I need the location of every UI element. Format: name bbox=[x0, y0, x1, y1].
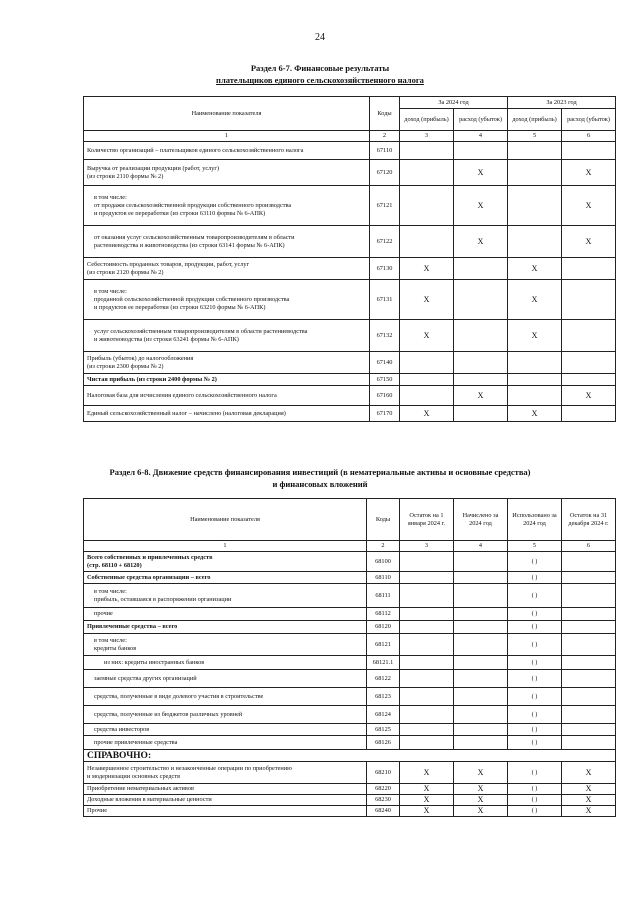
row-label bbox=[84, 258, 370, 280]
header-expense-2024: расход (убыток) bbox=[454, 109, 508, 131]
row-label-line: и продуктов ее переработки (из строки 63110 формы № 6-АПК) bbox=[94, 209, 266, 217]
table-row bbox=[84, 258, 616, 280]
cell-used bbox=[508, 584, 562, 608]
cell bbox=[400, 552, 454, 572]
cell bbox=[400, 736, 454, 750]
col-number: 5 bbox=[508, 131, 562, 142]
cell: X bbox=[454, 784, 508, 795]
cell bbox=[400, 706, 454, 724]
row-code: 67131 bbox=[370, 280, 400, 320]
header-name: Наименование показателя bbox=[84, 97, 370, 131]
table-row bbox=[84, 795, 616, 806]
row-label-line: (из строки 2300 формы № 2) bbox=[87, 362, 164, 370]
cell bbox=[562, 572, 616, 584]
paren-placeholder: ( ) bbox=[531, 710, 538, 718]
cell bbox=[562, 258, 616, 280]
cell bbox=[508, 374, 562, 386]
cell bbox=[562, 670, 616, 688]
cell bbox=[400, 572, 454, 584]
cell-used bbox=[508, 688, 562, 706]
row-code: 67132 bbox=[370, 320, 400, 352]
cell bbox=[454, 706, 508, 724]
row-label-line: и модернизации основных средств bbox=[87, 772, 181, 780]
cell-used bbox=[508, 634, 562, 656]
paren-placeholder: ( ) bbox=[531, 738, 538, 746]
table-row bbox=[84, 386, 616, 406]
row-code: 68122 bbox=[367, 670, 400, 688]
row-label-line: в том числе: bbox=[94, 193, 127, 201]
cell: X bbox=[508, 258, 562, 280]
cell bbox=[562, 320, 616, 352]
cell-used bbox=[508, 670, 562, 688]
row-code: 68120 bbox=[367, 621, 400, 634]
cell-used bbox=[508, 656, 562, 670]
header-2024: За 2024 год bbox=[400, 97, 508, 109]
paren-placeholder: ( ) bbox=[531, 623, 538, 630]
col-number: 3 bbox=[400, 541, 454, 552]
cell: X bbox=[562, 762, 616, 784]
row-label bbox=[84, 226, 370, 258]
table-row bbox=[84, 670, 616, 688]
cell: X bbox=[454, 186, 508, 226]
row-label bbox=[84, 584, 367, 608]
paren-placeholder: ( ) bbox=[531, 692, 538, 700]
cell: X bbox=[508, 320, 562, 352]
row-code: 68100 bbox=[367, 552, 400, 572]
row-label: заемные средства других организаций bbox=[84, 670, 367, 688]
cell: X bbox=[400, 795, 454, 806]
header-balance-end: Остаток на 31 декабря 2024 г. bbox=[562, 499, 616, 541]
cell-used bbox=[508, 608, 562, 621]
cell bbox=[454, 736, 508, 750]
cell bbox=[562, 724, 616, 736]
cell bbox=[400, 584, 454, 608]
table-row bbox=[84, 280, 616, 320]
row-code: 67170 bbox=[370, 406, 400, 422]
header-expense-2023: расход (убыток) bbox=[562, 109, 616, 131]
investment-financing-table bbox=[83, 498, 616, 817]
table-row bbox=[84, 226, 616, 258]
cell bbox=[508, 186, 562, 226]
cell bbox=[454, 320, 508, 352]
row-code: 68126 bbox=[367, 736, 400, 750]
row-code: 68123 bbox=[367, 688, 400, 706]
row-label: из них: кредиты иностранных банков bbox=[84, 656, 367, 670]
cell bbox=[562, 352, 616, 374]
cell bbox=[400, 352, 454, 374]
cell-used bbox=[508, 795, 562, 806]
cell bbox=[454, 406, 508, 422]
cell bbox=[400, 670, 454, 688]
col-number: 6 bbox=[562, 541, 616, 552]
col-number: 4 bbox=[454, 541, 508, 552]
header-codes: Коды bbox=[370, 97, 400, 131]
cell: X bbox=[508, 406, 562, 422]
row-label: средства, полученные из бюджетов различных уровней bbox=[84, 706, 367, 724]
cell-used bbox=[508, 784, 562, 795]
cell bbox=[400, 724, 454, 736]
cell bbox=[562, 584, 616, 608]
cell-used bbox=[508, 552, 562, 572]
row-label-line: и животноводства (из строки 63241 формы № 6-АПК) bbox=[94, 335, 239, 343]
cell: X bbox=[508, 280, 562, 320]
cell bbox=[562, 634, 616, 656]
cell: X bbox=[454, 386, 508, 406]
cell bbox=[400, 621, 454, 634]
row-label-line: проданной сельскохозяйственной продукции собственного производства bbox=[94, 295, 290, 303]
cell bbox=[400, 634, 454, 656]
cell bbox=[400, 142, 454, 160]
paren-placeholder: ( ) bbox=[531, 674, 538, 682]
cell: X bbox=[562, 795, 616, 806]
cell bbox=[508, 386, 562, 406]
paren-placeholder: ( ) bbox=[531, 785, 538, 792]
row-label: средства, полученные в виде долевого участия в строительстве bbox=[84, 688, 367, 706]
row-code: 68124 bbox=[367, 706, 400, 724]
cell bbox=[400, 186, 454, 226]
row-code: 67122 bbox=[370, 226, 400, 258]
cell bbox=[562, 406, 616, 422]
paren-placeholder: ( ) bbox=[531, 725, 538, 733]
cell: X bbox=[454, 806, 508, 817]
row-label bbox=[84, 320, 370, 352]
row-label-line: Незавершенное строительство и незаконченные операции по приобретению bbox=[87, 764, 292, 772]
row-label: Единый сельскохозяйственный налог – начислено (налоговая декларация) bbox=[84, 406, 370, 422]
row-code: 68121 bbox=[367, 634, 400, 656]
row-label-line: (из строки 2120 формы № 2) bbox=[87, 268, 164, 276]
cell-used bbox=[508, 621, 562, 634]
row-label-line: в том числе: bbox=[94, 587, 127, 595]
row-code: 68111 bbox=[367, 584, 400, 608]
table-row bbox=[84, 352, 616, 374]
table-row bbox=[84, 142, 616, 160]
row-label: прочие привлеченные средства bbox=[84, 736, 367, 750]
cell bbox=[454, 258, 508, 280]
cell bbox=[508, 352, 562, 374]
table-row bbox=[84, 724, 616, 736]
table-row bbox=[84, 572, 616, 584]
row-label: Приобретение нематериальных активов bbox=[84, 784, 367, 795]
cell: X bbox=[562, 386, 616, 406]
cell bbox=[454, 724, 508, 736]
cell-used bbox=[508, 762, 562, 784]
cell: X bbox=[454, 226, 508, 258]
cell bbox=[400, 386, 454, 406]
cell bbox=[562, 552, 616, 572]
row-code: 68112 bbox=[367, 608, 400, 621]
col-number: 2 bbox=[370, 131, 400, 142]
cell: X bbox=[454, 160, 508, 186]
cell bbox=[454, 142, 508, 160]
col-number: 1 bbox=[84, 131, 370, 142]
header-income-2023: доход (прибыль) bbox=[508, 109, 562, 131]
table-row bbox=[84, 656, 616, 670]
cell bbox=[400, 656, 454, 670]
cell bbox=[562, 280, 616, 320]
financial-results-table bbox=[83, 96, 616, 422]
row-label-line: Выручка от реализации продукции (работ, услуг) bbox=[87, 164, 220, 172]
reference-label: СПРАВОЧНО: bbox=[84, 750, 616, 762]
row-label bbox=[84, 552, 367, 572]
row-label-line: кредиты банков bbox=[94, 644, 137, 652]
cell: X bbox=[562, 226, 616, 258]
cell bbox=[454, 572, 508, 584]
row-label: средства инвесторов bbox=[84, 724, 367, 736]
col-number: 3 bbox=[400, 131, 454, 142]
row-label-line: Прибыль (убыток) до налогообложения bbox=[87, 354, 194, 362]
cell: X bbox=[562, 186, 616, 226]
header-codes: Коды bbox=[367, 499, 400, 541]
cell: X bbox=[400, 258, 454, 280]
header-income-2024: доход (прибыль) bbox=[400, 109, 454, 131]
table-row bbox=[84, 584, 616, 608]
table-row bbox=[84, 784, 616, 795]
cell: X bbox=[400, 806, 454, 817]
row-label-line: прибыль, оставшаяся в распоряжении организации bbox=[94, 595, 232, 603]
cell bbox=[454, 670, 508, 688]
cell bbox=[400, 608, 454, 621]
paren-placeholder: ( ) bbox=[531, 807, 538, 814]
row-code: 67121 bbox=[370, 186, 400, 226]
cell: X bbox=[454, 795, 508, 806]
row-label-line: в том числе: bbox=[94, 287, 127, 295]
cell bbox=[400, 160, 454, 186]
cell bbox=[562, 608, 616, 621]
row-label: Собственные средства организации – всего bbox=[84, 572, 367, 584]
section-6-7-title-line1: Раздел 6-7. Финансовые результаты bbox=[250, 63, 390, 73]
cell bbox=[562, 688, 616, 706]
cell bbox=[454, 608, 508, 621]
cell-used bbox=[508, 724, 562, 736]
paren-placeholder: ( ) bbox=[531, 573, 538, 581]
row-label: Чистая прибыль (из строки 2400 формы № 2) bbox=[84, 374, 370, 386]
section-6-7-title bbox=[0, 62, 640, 86]
table-row bbox=[84, 706, 616, 724]
row-label: Привлеченные средства – всего bbox=[84, 621, 367, 634]
cell bbox=[562, 656, 616, 670]
table-row bbox=[84, 634, 616, 656]
row-label-line: растениеводства и животноводства (из строки 63141 формы № 6-АПК) bbox=[94, 241, 285, 249]
row-code: 67130 bbox=[370, 258, 400, 280]
row-label: Налоговая база для исчисления единого сельскохозяйственного налога bbox=[84, 386, 370, 406]
cell bbox=[508, 226, 562, 258]
row-label-line: и продуктов ее переработки (из строки 63210 формы № 6-АПК) bbox=[94, 303, 266, 311]
row-code: 68125 bbox=[367, 724, 400, 736]
row-label bbox=[84, 634, 367, 656]
cell bbox=[562, 621, 616, 634]
cell: X bbox=[400, 320, 454, 352]
col-number: 2 bbox=[367, 541, 400, 552]
section-6-8-title-line2: и финансовых вложений bbox=[272, 479, 368, 489]
row-label bbox=[84, 762, 367, 784]
cell bbox=[562, 706, 616, 724]
table-row bbox=[84, 806, 616, 817]
cell bbox=[454, 621, 508, 634]
section-6-7-title-line2: плательщиков единого сельскохозяйственного налога bbox=[216, 75, 424, 85]
header-accrued: Начислено за 2024 год bbox=[454, 499, 508, 541]
cell: X bbox=[562, 806, 616, 817]
row-code: 67110 bbox=[370, 142, 400, 160]
cell bbox=[454, 280, 508, 320]
row-label bbox=[84, 160, 370, 186]
cell bbox=[454, 656, 508, 670]
section-6-8-title-line1: Раздел 6-8. Движение средств финансирования инвестиций (в нематериальные активы и основные средства) bbox=[109, 467, 531, 477]
cell bbox=[454, 552, 508, 572]
row-code: 67160 bbox=[370, 386, 400, 406]
table-row bbox=[84, 552, 616, 572]
cell: X bbox=[400, 280, 454, 320]
row-label: Доходные вложения в материальные ценности bbox=[84, 795, 367, 806]
cell bbox=[454, 634, 508, 656]
cell bbox=[454, 352, 508, 374]
cell bbox=[400, 226, 454, 258]
row-label: прочие bbox=[84, 608, 367, 621]
cell: X bbox=[400, 762, 454, 784]
table-row bbox=[84, 160, 616, 186]
section-6-8-title bbox=[0, 466, 640, 490]
row-code: 68230 bbox=[367, 795, 400, 806]
paren-placeholder: ( ) bbox=[531, 796, 538, 803]
table-row bbox=[84, 688, 616, 706]
cell bbox=[454, 688, 508, 706]
cell: X bbox=[562, 784, 616, 795]
row-label-line: от продажи сельскохозяйственной продукции собственного производства bbox=[94, 201, 292, 209]
table-row bbox=[84, 406, 616, 422]
row-label bbox=[84, 280, 370, 320]
paren-placeholder: ( ) bbox=[531, 557, 538, 565]
cell bbox=[454, 374, 508, 386]
paren-placeholder: ( ) bbox=[531, 768, 538, 776]
cell-used bbox=[508, 806, 562, 817]
paren-placeholder: ( ) bbox=[531, 640, 538, 648]
table-row bbox=[84, 736, 616, 750]
paren-placeholder: ( ) bbox=[531, 610, 538, 617]
row-label bbox=[84, 186, 370, 226]
cell-used bbox=[508, 736, 562, 750]
cell: X bbox=[454, 762, 508, 784]
row-code: 68210 bbox=[367, 762, 400, 784]
row-label-line: от оказания услуг сельскохозяйственным товаропроизводителям в области bbox=[94, 233, 295, 241]
table-row bbox=[84, 186, 616, 226]
row-label-line: Всего собственных и привлеченных средств bbox=[87, 553, 213, 561]
row-label: Прочие bbox=[84, 806, 367, 817]
row-label-line: в том числе: bbox=[94, 636, 127, 644]
row-code: 68121.1 bbox=[367, 656, 400, 670]
table-row bbox=[84, 320, 616, 352]
table-row bbox=[84, 608, 616, 621]
row-code: 67140 bbox=[370, 352, 400, 374]
cell bbox=[562, 142, 616, 160]
cell bbox=[562, 374, 616, 386]
table-row bbox=[84, 374, 616, 386]
cell bbox=[454, 584, 508, 608]
row-code: 68220 bbox=[367, 784, 400, 795]
cell: X bbox=[400, 406, 454, 422]
table-row bbox=[84, 621, 616, 634]
cell: X bbox=[562, 160, 616, 186]
reference-row bbox=[84, 750, 616, 762]
row-label-line: Себестоимость проданных товаров, продукции, работ, услуг bbox=[87, 260, 250, 268]
row-label-line: (стр. 68110 + 68120) bbox=[87, 561, 142, 569]
col-number: 6 bbox=[562, 131, 616, 142]
cell bbox=[400, 374, 454, 386]
col-number: 5 bbox=[508, 541, 562, 552]
cell-used bbox=[508, 706, 562, 724]
row-label: Количество организаций – плательщиков единого сельскохозяйственного налога bbox=[84, 142, 370, 160]
col-number: 1 bbox=[84, 541, 367, 552]
header-balance-start: Остаток на 1 января 2024 г. bbox=[400, 499, 454, 541]
header-name: Наименование показателя bbox=[84, 499, 367, 541]
page-number: 24 bbox=[315, 32, 325, 43]
col-number: 4 bbox=[454, 131, 508, 142]
row-code: 68110 bbox=[367, 572, 400, 584]
paren-placeholder: ( ) bbox=[531, 591, 538, 599]
cell: X bbox=[400, 784, 454, 795]
header-used: Использовано за 2024 год bbox=[508, 499, 562, 541]
row-code: 68240 bbox=[367, 806, 400, 817]
cell bbox=[508, 142, 562, 160]
row-label-line: (из строки 2110 формы № 2) bbox=[87, 172, 164, 180]
row-code: 67120 bbox=[370, 160, 400, 186]
cell bbox=[400, 688, 454, 706]
row-code: 67150 bbox=[370, 374, 400, 386]
cell bbox=[562, 736, 616, 750]
cell bbox=[508, 160, 562, 186]
row-label bbox=[84, 352, 370, 374]
paren-placeholder: ( ) bbox=[531, 658, 538, 666]
table-row bbox=[84, 762, 616, 784]
header-2023: За 2023 год bbox=[508, 97, 616, 109]
cell-used bbox=[508, 572, 562, 584]
row-label-line: услуг сельскохозяйственным товаропроизводителям в области растениеводства bbox=[94, 327, 308, 335]
